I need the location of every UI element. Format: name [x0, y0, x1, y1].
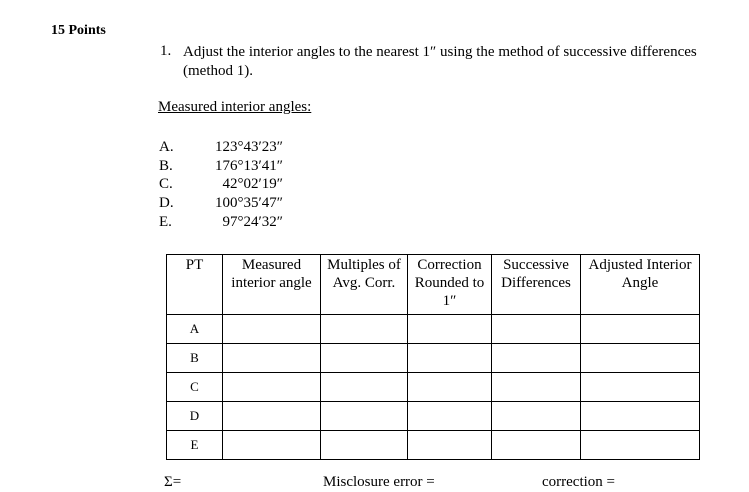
header-pt: PT [167, 255, 223, 315]
header-successive-differences: Successive Differences [492, 255, 581, 315]
header-multiples-avg-corr: Multiples of Avg. Corr. [321, 255, 408, 315]
angle-label-d: D. [159, 195, 174, 211]
misclosure-label: Misclosure error = [323, 474, 435, 490]
cell-successive-a[interactable] [492, 315, 581, 344]
row-pt-c: C [167, 373, 223, 402]
points-heading: 15 Points [51, 23, 106, 38]
cell-measured-b[interactable] [223, 344, 321, 373]
question-text: Adjust the interior angles to the nearest 1″ using the method of successive differences (method 1). [183, 44, 697, 79]
angle-label-a: A. [159, 139, 174, 155]
cell-multiples-c[interactable] [321, 373, 408, 402]
correction-label: correction = [542, 474, 616, 490]
cell-adjusted-c[interactable] [581, 373, 700, 402]
header-adjusted-angle: Adjusted Interior Angle [581, 255, 700, 315]
angle-label-b: B. [159, 158, 173, 174]
cell-adjusted-a[interactable] [581, 315, 700, 344]
angle-value-b: 176°13′41″ [214, 158, 283, 174]
angle-value-c: 42°02′19″ [222, 176, 283, 192]
cell-correction-c[interactable] [408, 373, 492, 402]
angle-label-c: C. [159, 176, 173, 192]
table-header-row [167, 255, 700, 315]
cell-multiples-d[interactable] [321, 402, 408, 431]
cell-measured-a[interactable] [223, 315, 321, 344]
header-correction-rounded: Correction Rounded to 1″ [408, 255, 492, 315]
cell-correction-d[interactable] [408, 402, 492, 431]
cell-multiples-a[interactable] [321, 315, 408, 344]
cell-successive-e[interactable] [492, 431, 581, 460]
adjustment-table [166, 254, 700, 460]
row-pt-b: B [167, 344, 223, 373]
cell-measured-e[interactable] [223, 431, 321, 460]
row-pt-e: E [167, 431, 223, 460]
row-pt-d: D [167, 402, 223, 431]
table-row [167, 431, 700, 460]
cell-adjusted-d[interactable] [581, 402, 700, 431]
cell-successive-c[interactable] [492, 373, 581, 402]
cell-measured-c[interactable] [223, 373, 321, 402]
table-row [167, 344, 700, 373]
angle-value-e: 97°24′32″ [222, 214, 283, 230]
cell-adjusted-b[interactable] [581, 344, 700, 373]
cell-multiples-b[interactable] [321, 344, 408, 373]
cell-correction-b[interactable] [408, 344, 492, 373]
table-row [167, 402, 700, 431]
cell-measured-d[interactable] [223, 402, 321, 431]
header-measured-angle: Measured interior angle [223, 255, 321, 315]
question-number: 1. [160, 43, 172, 59]
measured-angles-title: Measured interior angles: [158, 99, 312, 115]
row-pt-a: A [167, 315, 223, 344]
angle-label-e: E. [159, 214, 172, 230]
cell-correction-a[interactable] [408, 315, 492, 344]
cell-correction-e[interactable] [408, 431, 492, 460]
angle-value-a: 123°43′23″ [214, 139, 283, 155]
angle-value-d: 100°35′47″ [214, 195, 283, 211]
cell-successive-b[interactable] [492, 344, 581, 373]
cell-adjusted-e[interactable] [581, 431, 700, 460]
sum-label: Σ= [164, 474, 182, 490]
cell-successive-d[interactable] [492, 402, 581, 431]
table-row [167, 315, 700, 344]
table-row [167, 373, 700, 402]
cell-multiples-e[interactable] [321, 431, 408, 460]
